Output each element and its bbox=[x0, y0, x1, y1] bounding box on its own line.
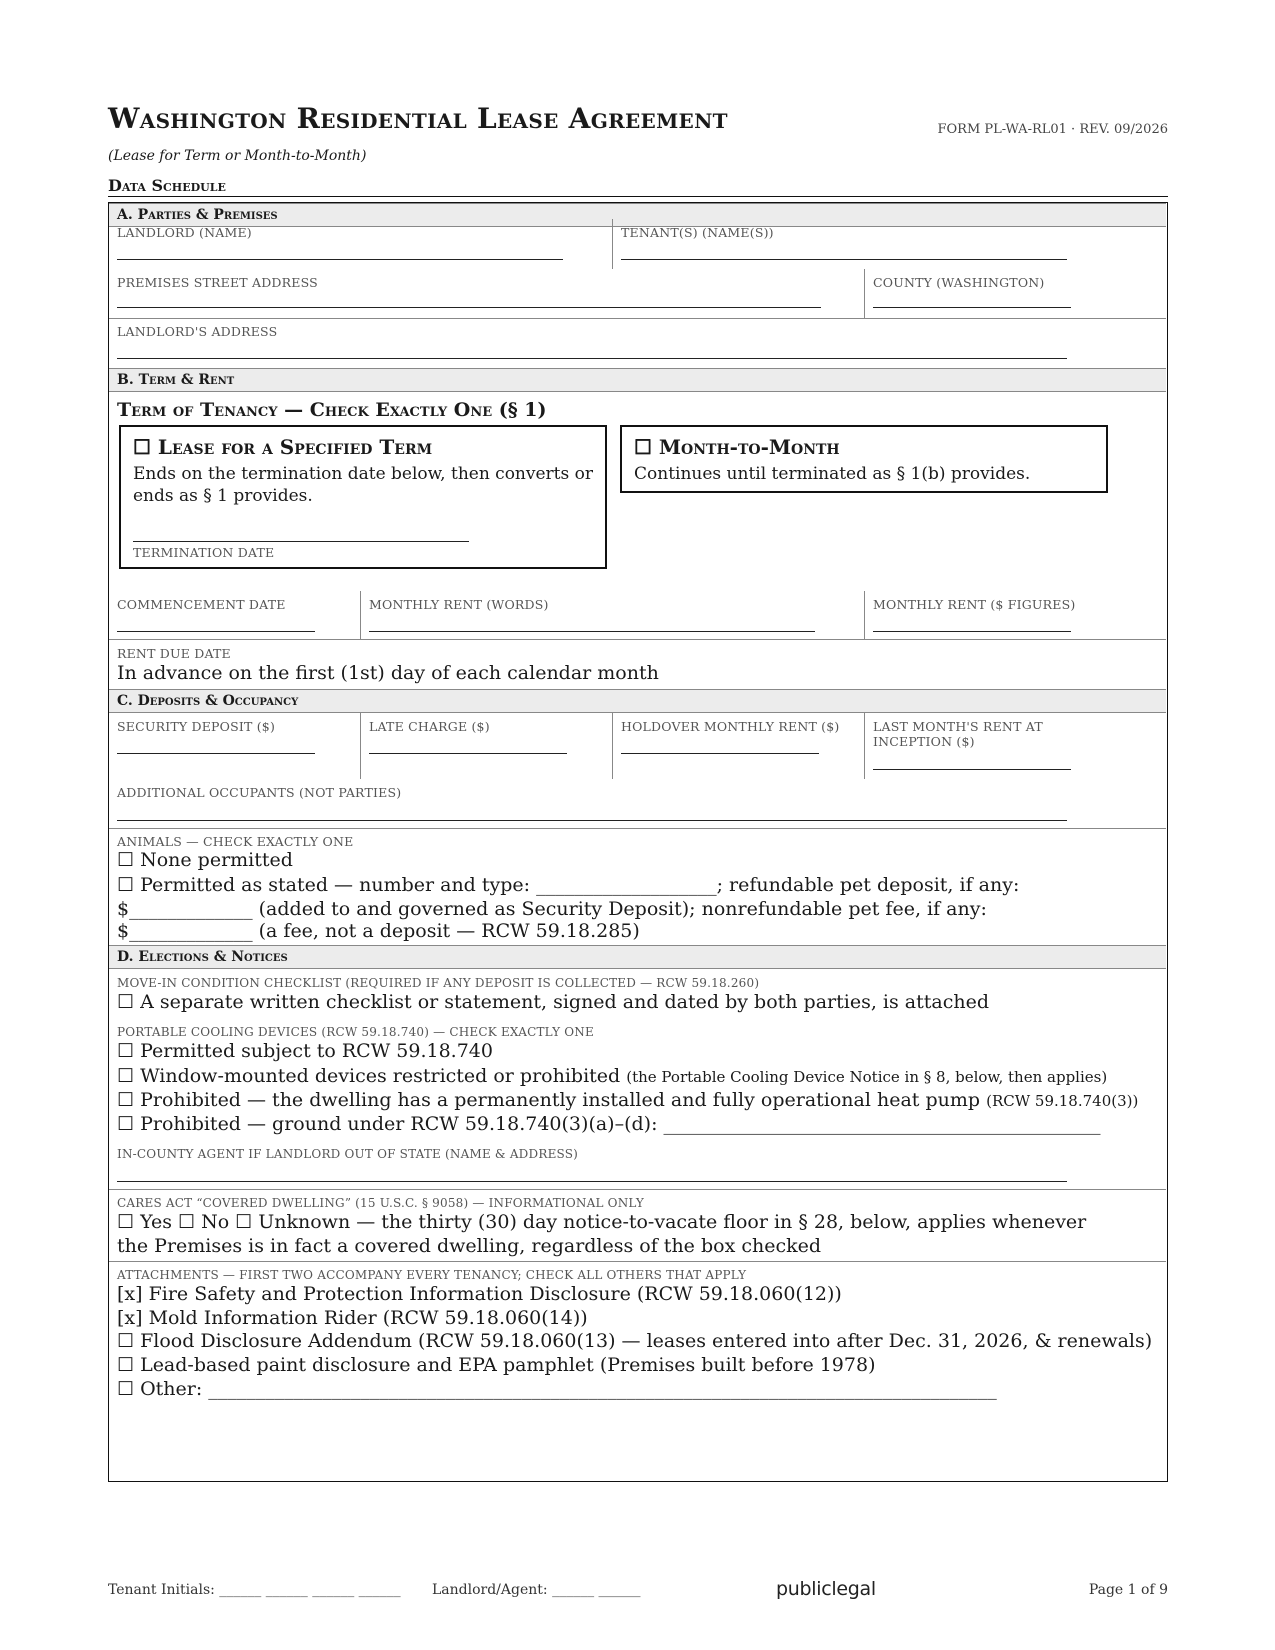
termination-date-label: TERMINATION DATE bbox=[133, 545, 275, 560]
premises-address-label: PREMISES STREET ADDRESS bbox=[117, 275, 318, 290]
commencement-date-label: COMMENCEMENT DATE bbox=[117, 597, 286, 612]
divider bbox=[864, 269, 865, 319]
cares-checkboxes[interactable]: ☐ Yes ☐ No ☐ Unknown — the thirty (30) day notice-to-vacate floor in § 28, below, applies whenever bbox=[117, 1211, 1087, 1233]
cooling-heat-pump-text: ☐ Prohibited — the dwelling has a permanently installed and fully operational heat pump bbox=[117, 1089, 981, 1111]
attachments-label: ATTACHMENTS — FIRST TWO ACCOMPANY EVERY TENANCY; CHECK ALL OTHERS THAT APPLY bbox=[117, 1268, 747, 1282]
cooling-window-text: ☐ Window-mounted devices restricted or prohibited bbox=[117, 1065, 621, 1087]
section-d-heading: D. Elections & Notices bbox=[109, 945, 1166, 969]
divider bbox=[612, 219, 613, 269]
rent-due-value: In advance on the first (1st) day of each calendar month bbox=[117, 662, 659, 684]
county-label: COUNTY (WASHINGTON) bbox=[873, 275, 1045, 290]
holdover-rent-label: HOLDOVER MONTHLY RENT ($) bbox=[621, 719, 840, 734]
cooling-ground-checkbox[interactable]: ☐ Prohibited — ground under RCW 59.18.740(3)(a)–(d): ______________________________________________ bbox=[117, 1113, 1101, 1135]
cooling-label: PORTABLE COOLING DEVICES (RCW 59.18.740) — CHECK EXACTLY ONE bbox=[117, 1025, 594, 1039]
rent-words-field[interactable] bbox=[369, 631, 815, 632]
termination-date-field[interactable] bbox=[133, 541, 469, 542]
attachment-lead-paint[interactable]: ☐ Lead-based paint disclosure and EPA pamphlet (Premises built before 1978) bbox=[117, 1354, 876, 1376]
document-title: Washington Residential Lease Agreement bbox=[108, 102, 728, 135]
cooling-window-checkbox[interactable] bbox=[117, 1065, 1107, 1087]
schedule-rule bbox=[108, 196, 1168, 197]
landlord-name-field[interactable] bbox=[117, 259, 563, 260]
data-schedule-table bbox=[108, 202, 1168, 1482]
tenants-field[interactable] bbox=[621, 259, 1067, 260]
tenants-label: TENANT(S) (NAME(S)) bbox=[621, 225, 774, 240]
row-divider bbox=[109, 828, 1166, 829]
pet-fee-line[interactable]: $_____________ (a fee, not a deposit — RCW 59.18.285) bbox=[117, 920, 640, 942]
attachment-other[interactable]: ☐ Other: ___________________________________________________________________________________ bbox=[117, 1378, 997, 1400]
cooling-permitted-checkbox[interactable]: ☐ Permitted subject to RCW 59.18.740 bbox=[117, 1040, 493, 1062]
cooling-heat-pump-note: (RCW 59.18.740(3)) bbox=[986, 1092, 1139, 1110]
rent-due-label: RENT DUE DATE bbox=[117, 646, 231, 661]
landlord-name-label: LANDLORD (NAME) bbox=[117, 225, 252, 240]
animals-label: ANIMALS — CHECK EXACTLY ONE bbox=[117, 834, 354, 849]
specified-term-description: Ends on the termination date below, then converts or ends as § 1 provides. bbox=[133, 464, 593, 506]
section-c-heading: C. Deposits & Occupancy bbox=[109, 689, 1166, 713]
checklist-label: MOVE-IN CONDITION CHECKLIST (REQUIRED IF ANY DEPOSIT IS COLLECTED — RCW 59.18.260) bbox=[117, 976, 760, 990]
late-charge-field[interactable] bbox=[369, 753, 567, 754]
cares-note: the Premises is in fact a covered dwelling, regardless of the box checked bbox=[117, 1235, 822, 1257]
pet-deposit-line[interactable]: $_____________ (added to and governed as Security Deposit); nonrefundable pet fee, if any: bbox=[117, 898, 987, 920]
divider bbox=[360, 591, 361, 639]
rent-figures-label: MONTHLY RENT ($ FIGURES) bbox=[873, 597, 1076, 612]
attachment-flood-disclosure[interactable]: ☐ Flood Disclosure Addendum (RCW 59.18.060(13) — leases entered into after Dec. 31, 2026, & renewals) bbox=[117, 1330, 1153, 1352]
row-divider bbox=[109, 1189, 1166, 1190]
schedule-heading: Data Schedule bbox=[108, 176, 226, 195]
security-deposit-field[interactable] bbox=[117, 753, 315, 754]
month-to-month-option[interactable] bbox=[620, 425, 1108, 493]
divider bbox=[612, 713, 613, 779]
divider bbox=[864, 713, 865, 779]
specified-term-title: ☐ Lease for a Specified Term bbox=[133, 435, 433, 459]
row-divider bbox=[109, 639, 1166, 640]
cooling-heat-pump-checkbox[interactable] bbox=[117, 1089, 1138, 1111]
divider bbox=[864, 591, 865, 639]
county-field[interactable] bbox=[873, 307, 1071, 308]
month-to-month-title: ☐ Month-to-Month bbox=[634, 435, 840, 459]
rent-figures-field[interactable] bbox=[873, 631, 1071, 632]
last-month-rent-label: LAST MONTH'S RENT AT INCEPTION ($) bbox=[873, 719, 1043, 749]
security-deposit-label: SECURITY DEPOSIT ($) bbox=[117, 719, 276, 734]
row-divider bbox=[109, 318, 1166, 319]
attachment-mold-rider[interactable]: [x] Mold Information Rider (RCW 59.18.060(14)) bbox=[117, 1307, 588, 1329]
tenant-initials[interactable]: Tenant Initials: ______ ______ ______ ______ bbox=[108, 1582, 401, 1598]
specified-term-option[interactable] bbox=[119, 425, 607, 569]
section-b-heading: B. Term & Rent bbox=[109, 368, 1166, 392]
holdover-rent-field[interactable] bbox=[621, 753, 819, 754]
animals-none-checkbox[interactable]: ☐ None permitted bbox=[117, 849, 293, 871]
landlord-address-label: LANDLORD'S ADDRESS bbox=[117, 324, 278, 339]
rent-words-label: MONTHLY RENT (WORDS) bbox=[369, 597, 549, 612]
section-a-heading: A. Parties & Premises bbox=[109, 203, 1166, 227]
animals-permitted-checkbox[interactable]: ☐ Permitted as stated — number and type: ___________________; refundable pet deposit, if any: bbox=[117, 874, 1020, 896]
checklist-checkbox[interactable]: ☐ A separate written checklist or statement, signed and dated by both parties, is attached bbox=[117, 991, 989, 1013]
landlord-address-field[interactable] bbox=[117, 358, 1067, 359]
row-divider bbox=[109, 1261, 1166, 1262]
publiclegal-logo: publiclegal bbox=[776, 1578, 876, 1600]
term-of-tenancy-heading: Term of Tenancy — Check Exactly One (§ 1) bbox=[117, 399, 547, 421]
commencement-date-field[interactable] bbox=[117, 631, 315, 632]
agent-field[interactable] bbox=[117, 1181, 1067, 1182]
occupants-field[interactable] bbox=[117, 820, 1067, 821]
document-subtitle: (Lease for Term or Month-to-Month) bbox=[108, 148, 367, 164]
month-to-month-description: Continues until terminated as § 1(b) provides. bbox=[634, 464, 1031, 484]
attachment-fire-safety[interactable]: [x] Fire Safety and Protection Information Disclosure (RCW 59.18.060(12)) bbox=[117, 1283, 842, 1305]
divider bbox=[360, 713, 361, 779]
cares-label: CARES ACT “COVERED DWELLING” (15 U.S.C. § 9058) — INFORMATIONAL ONLY bbox=[117, 1196, 644, 1210]
page-number: Page 1 of 9 bbox=[1088, 1582, 1168, 1598]
last-month-rent-field[interactable] bbox=[873, 769, 1071, 770]
cooling-window-note: (the Portable Cooling Device Notice in § 8, below, then applies) bbox=[626, 1068, 1108, 1086]
occupants-label: ADDITIONAL OCCUPANTS (NOT PARTIES) bbox=[117, 785, 402, 800]
premises-address-field[interactable] bbox=[117, 307, 821, 308]
agent-label: IN-COUNTY AGENT IF LANDLORD OUT OF STATE (NAME & ADDRESS) bbox=[117, 1147, 579, 1161]
late-charge-label: LATE CHARGE ($) bbox=[369, 719, 490, 734]
form-number: FORM PL-WA-RL01 · REV. 09/2026 bbox=[937, 122, 1168, 137]
landlord-initials[interactable]: Landlord/Agent: ______ ______ bbox=[432, 1582, 641, 1598]
